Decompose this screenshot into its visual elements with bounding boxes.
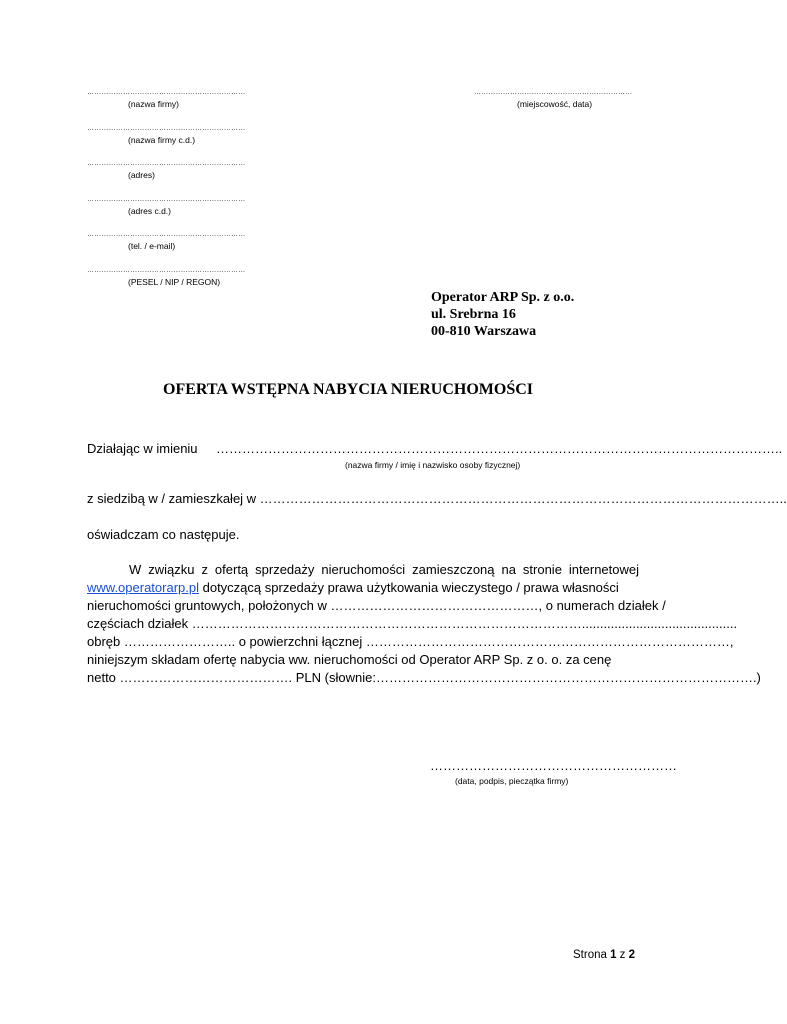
place-date-label: (miejscowość, data) [517, 99, 593, 109]
company-name-label: (nazwa firmy) [128, 99, 180, 109]
company-name-cont-dots[interactable]: ………………………………………………………… [87, 125, 246, 132]
address-cont-label: (adres c.d.) [128, 206, 171, 216]
company-name-dots[interactable]: ………………………………………………………… [87, 89, 246, 96]
paragraph-line-7[interactable]: netto …………………………………. PLN (słownie:…………………………………………………………………………….) [87, 670, 761, 685]
page-footer-sep: z [616, 949, 629, 961]
recipient-city: 00-810 Warszawa [431, 324, 537, 339]
declare-text: oświadczam co następuje. [87, 527, 240, 542]
recipient-name: Operator ARP Sp. z o.o. [431, 290, 575, 305]
paragraph-line-3[interactable]: nieruchomości gruntowych, położonych w …………………………………………, o numerach działek / [87, 598, 666, 613]
seat-line[interactable]: z siedzibą w / zamieszkałej w ………………………………………………………………………………………………………….. [87, 491, 787, 506]
company-name-cont-label: (nazwa firmy c.d.) [128, 135, 196, 145]
place-date-dots[interactable]: ………………………………………………………… [474, 89, 633, 96]
paragraph-line-2 [87, 579, 639, 597]
page-total: 2 [628, 949, 636, 961]
contact-dots[interactable]: ………………………………………………………… [87, 231, 246, 238]
document-title: OFERTA WSTĘPNA NABYCIA NIERUCHOMOŚCI [163, 381, 534, 398]
page-number: 1 [610, 949, 617, 961]
address-label: (adres) [128, 170, 155, 180]
acting-dots[interactable]: ………………………………………………………………………………………………………………….. [216, 441, 783, 456]
paragraph-line-5[interactable]: obręb …………………….. o powierzchni łącznej …………………………………………………………………………, [87, 634, 734, 649]
paragraph-line-4[interactable]: częściach działek ………………………………………………………………………………........................................... [87, 616, 738, 631]
address-dots[interactable]: ………………………………………………………… [87, 160, 246, 167]
acting-caption: (nazwa firmy / imię i nazwisko osoby fizycznej) [345, 460, 521, 470]
operator-website-link[interactable]: www.operatorarp.pl [87, 580, 199, 595]
ids-dots[interactable]: ………………………………………………………… [87, 267, 246, 274]
signature-caption: (data, podpis, pieczątka firmy) [455, 776, 569, 786]
page-footer-prefix: Strona [573, 949, 611, 961]
paragraph-line-2-text: dotyczącą sprzedaży prawa użytkowania wieczystego / prawa własności [199, 580, 619, 595]
contact-label: (tel. / e-mail) [128, 241, 176, 251]
offer-paragraph [87, 561, 761, 687]
signature-dots[interactable]: ………………………………………………… [430, 758, 677, 773]
page-footer [573, 949, 635, 961]
recipient-street: ul. Srebrna 16 [431, 307, 516, 322]
acting-label: Działając w imieniu [87, 441, 198, 456]
paragraph-line-1: W związku z ofertą sprzedaży nieruchomości zamieszczoną na stronie internetowej [129, 562, 639, 577]
address-cont-dots[interactable]: ………………………………………………………… [87, 196, 246, 203]
ids-label: (PESEL / NIP / REGON) [128, 277, 221, 287]
paragraph-line-6: niniejszym składam ofertę nabycia ww. nieruchomości od Operator ARP Sp. z o. o. za cenę [87, 652, 612, 667]
